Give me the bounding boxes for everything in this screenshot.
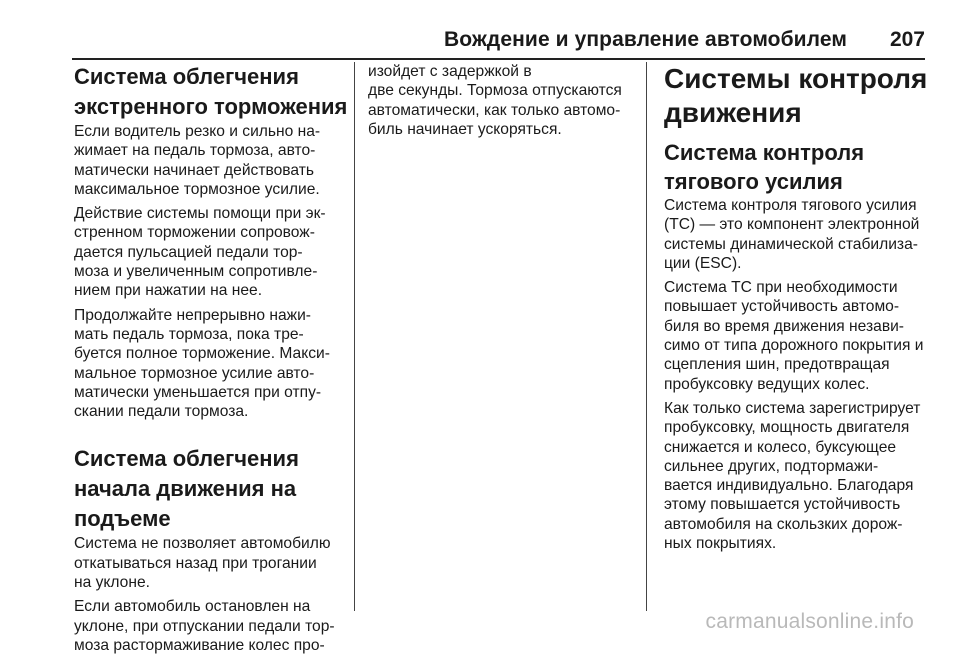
page-header [72, 24, 925, 58]
section-heading-brake-assist: Система облегчения экстренного торможения [74, 64, 348, 119]
paragraph: Система не позволяет автомобилю откатываться назад при трогании на уклоне. [74, 535, 331, 592]
section-heading-traction-control: Система контроля тягового усилия [664, 140, 865, 194]
paragraph: Продолжайте непрерывно нажи- мать педаль тормоза, пока тре- буется полное торможение. Макси- мальное тормозное усилие авто- матически уменьшается при отпу- скании педали тормоза. [74, 306, 330, 421]
page-number: 207 [889, 28, 925, 51]
chapter-heading-driving-control-systems: Системы контроля движения [664, 63, 928, 128]
paragraph: Действие системы помощи при эк- стренном торможении сопровож- дается пульсацией педали тор- моза и увеличенным сопротивле- нием при нажатии на нее. [74, 205, 326, 300]
paragraph: Если водитель резко и сильно на- жимает на педаль тормоза, авто- матически начинает действовать максимальное тормозное усилие. [74, 123, 321, 198]
column-2 [368, 62, 640, 144]
section-heading-hill-start-assist: Система облегчения начала движения на подъеме [74, 446, 299, 532]
column-1 [74, 62, 350, 660]
column-divider-2 [646, 62, 647, 611]
running-header-title: Вождение и управление автомобилем [444, 28, 847, 51]
paragraph: Если автомобиль остановлен на уклоне, при отпускании педали тор- моза растормаживание колес про- [74, 598, 335, 654]
column-divider-1 [354, 62, 355, 611]
header-rule [72, 58, 925, 60]
paragraph: Система контроля тягового усилия (TC) — это компонент электронной системы динамической стабилиза- ции (ESC). [664, 197, 920, 272]
paragraph: Система TC при необходимости повышает устойчивость автомо- биля во время движения незави- симо от типа дорожного покрытия и сцепления шин, предотвращая пробуксовку ведущих колес. [664, 279, 924, 393]
paragraph: Как только система зарегистрирует пробуксовку, мощность двигателя снижается и колесо, буксующее сильнее других, подтормажи- вается индивидуально. Благодаря этому повышается устойчивость автомобиля на скользких дорож- ных покрытиях. [664, 399, 921, 553]
paragraph: изойдет с задержкой в две секунды. Тормоза отпускаются автоматически, как только автомо- биль начинает ускоряться. [368, 63, 622, 138]
column-3 [664, 62, 930, 558]
watermark-text: carmanualsonline.info [705, 610, 914, 633]
